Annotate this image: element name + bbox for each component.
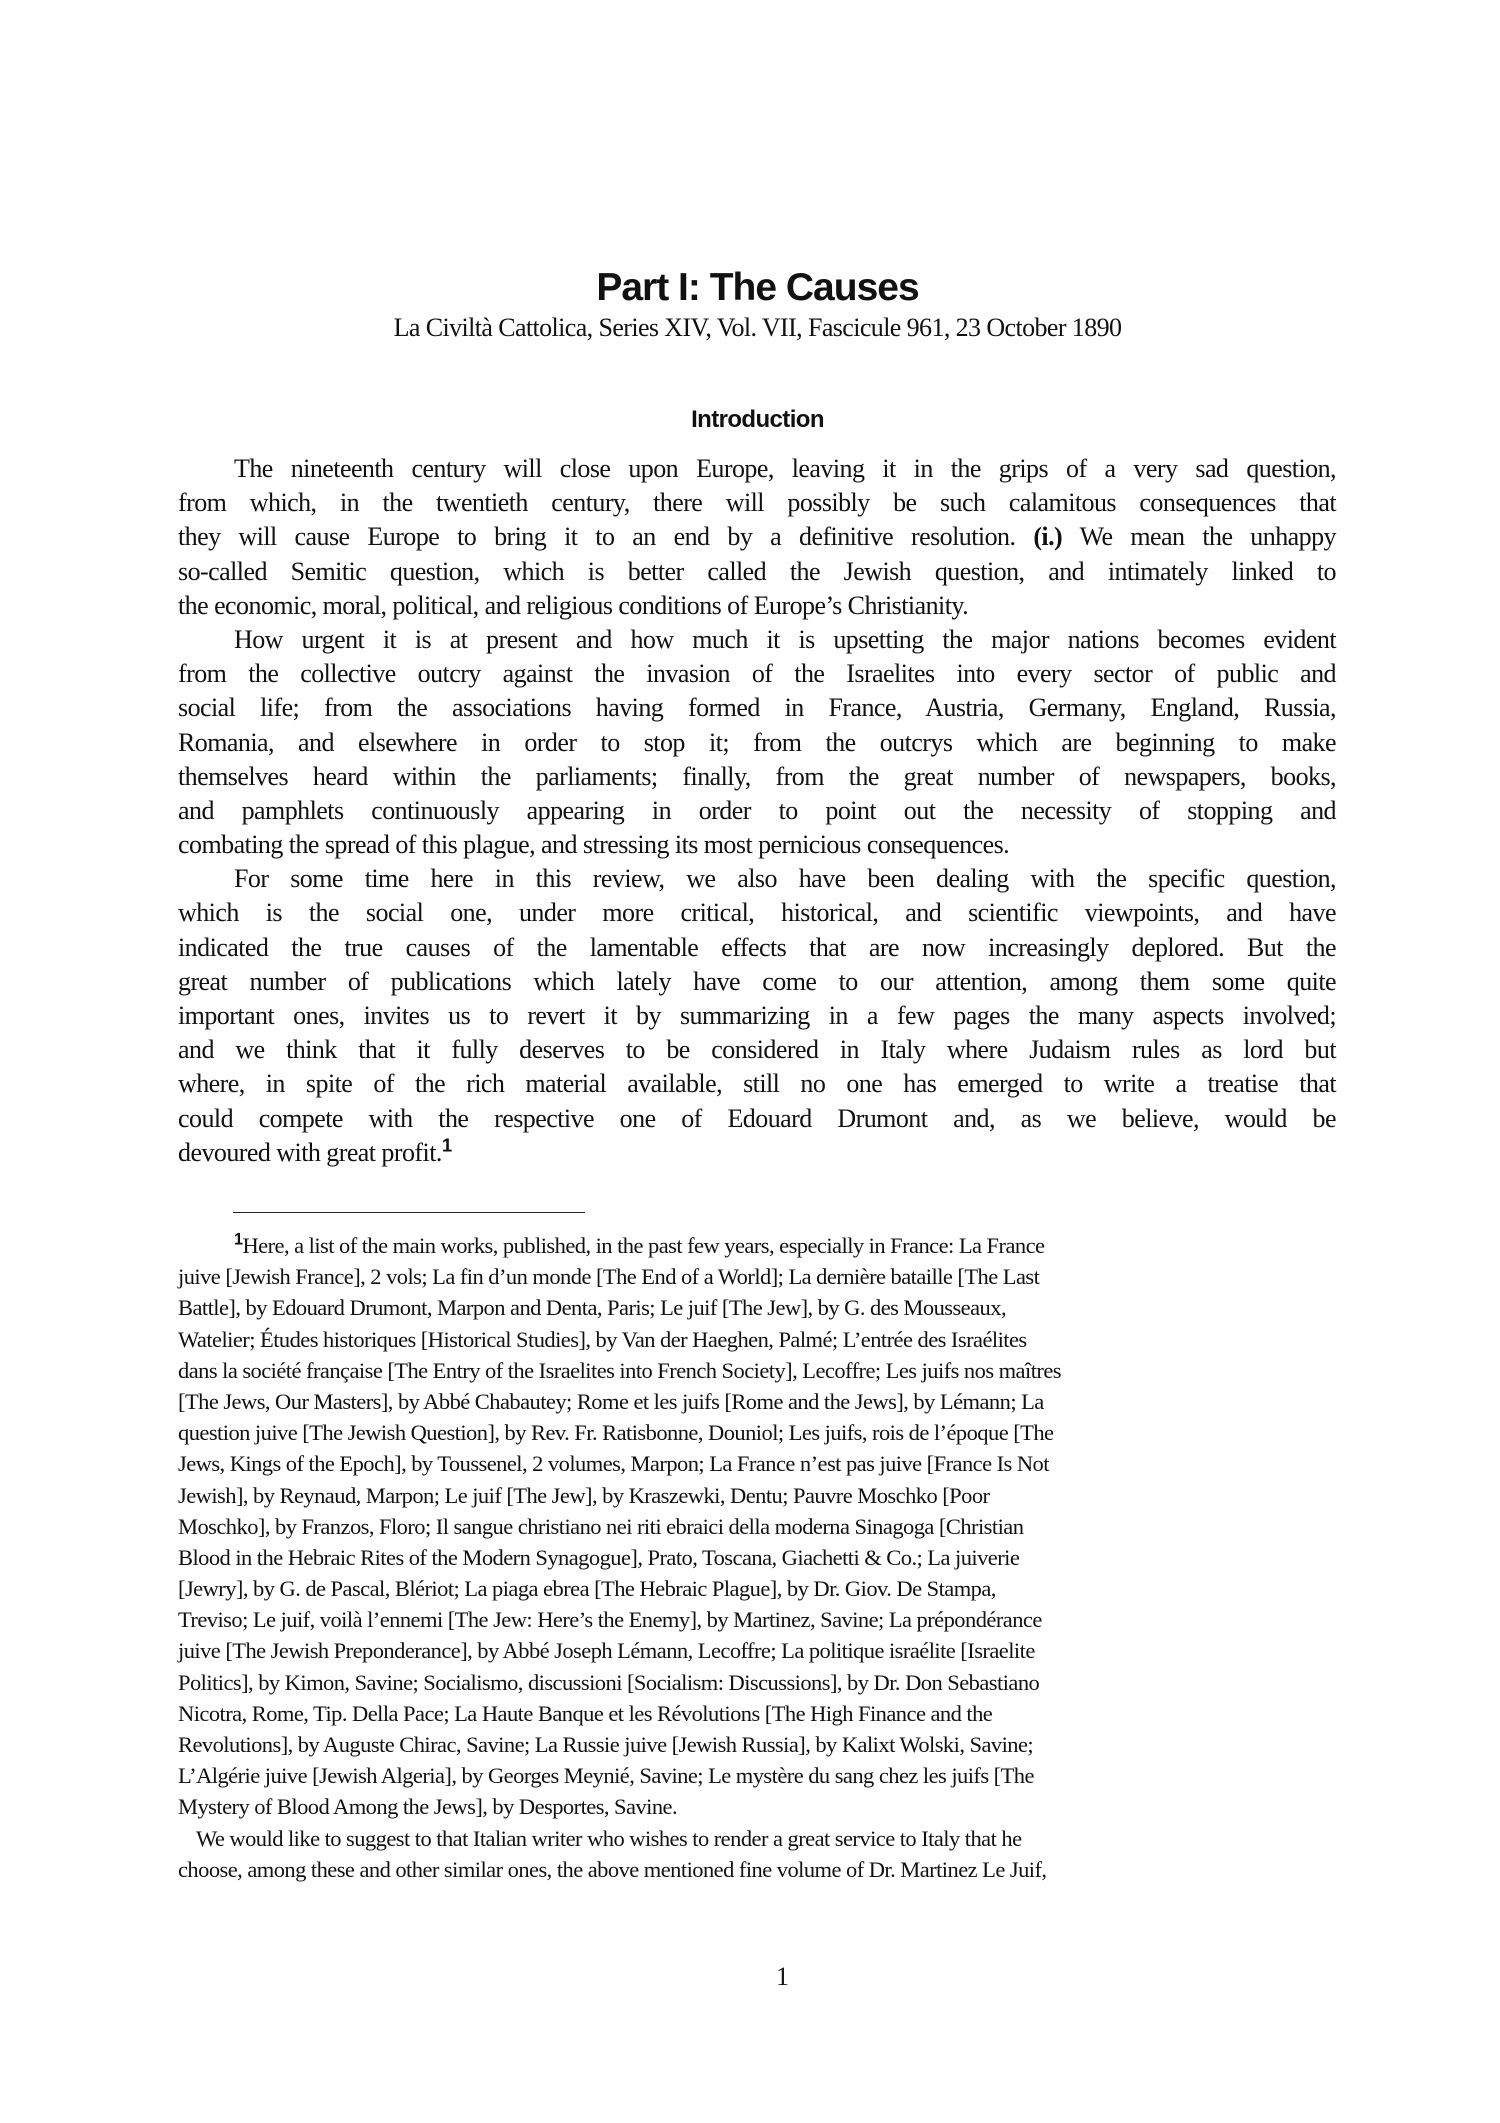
- text-line: and pamphlets continuously appearing in order to point out the necessity of stopping and: [178, 795, 1336, 825]
- footnote-line: [178, 1760, 1338, 1791]
- footnote-line: [178, 1667, 1338, 1698]
- footnote-line: [178, 1511, 1338, 1542]
- paragraph: [178, 623, 1336, 862]
- footnote-line: [178, 1448, 1338, 1479]
- text-line: combating the spread of this plague, and stressing its most pernicious consequences.: [178, 830, 1010, 860]
- footnote-line: [178, 1292, 1338, 1323]
- footnote-text: juive [The Jewish Preponderance], by Abbé Joseph Lémann, Lecoffre; La politique israélite [Israelite: [178, 1638, 1035, 1664]
- footnote-text: Moschko], by Franzos, Floro; Il sangue christiano nei riti ebraici della moderna Sinagoga [Christian: [178, 1513, 1024, 1539]
- bold-reference: (i.): [1033, 522, 1063, 552]
- footnote-marker: 1: [234, 1230, 243, 1249]
- text-segment: devoured with great profit.: [178, 1137, 442, 1167]
- footnote-text: Blood in the Hebraic Rites of the Modern Synagogue], Prato, Toscana, Giachetti & Co.; La juiverie: [178, 1544, 1020, 1570]
- page-number: 1: [776, 1962, 789, 1991]
- footnote-text: juive [Jewish France], 2 vols; La fin d’un monde [The End of a World]; La dernière bataille [The Last: [178, 1264, 1040, 1290]
- text-line: great number of publications which lately have come to our attention, among them some quite: [178, 966, 1336, 996]
- footnote-line: [178, 1324, 1338, 1355]
- text-line: from the collective outcry against the invasion of the Israelites into every sector of public and: [178, 659, 1336, 689]
- footnote-separator: [233, 1212, 585, 1213]
- footnote-text: Battle], by Edouard Drumont, Marpon and Denta, Paris; Le juif [The Jew], by G. des Mousseaux,: [178, 1295, 1007, 1321]
- footnote-text: Jews, Kings of the Epoch], by Toussenel, 2 volumes, Marpon; La France n’est pas juive [France Is Not: [178, 1451, 1049, 1477]
- footnote-text: Nicotra, Rome, Tip. Della Pace; La Haute Banque et les Révolutions [The High Finance and the: [178, 1700, 993, 1726]
- text-line: themselves heard within the parliaments; finally, from the great number of newspapers, books,: [178, 761, 1336, 791]
- page-subtitle: La Civiltà Cattolica, Series XIV, Vol. VII, Fascicule 961, 23 October 1890: [393, 313, 1122, 342]
- text-line: from which, in the twentieth century, there will possibly be such calamitous consequences that: [178, 488, 1336, 518]
- text-line: and we think that it fully deserves to be considered in Italy where Judaism rules as lord but: [178, 1035, 1336, 1065]
- text-line: so-called Semitic question, which is better called the Jewish question, and intimately linked to: [178, 556, 1336, 586]
- paragraph: [178, 862, 1336, 1170]
- footnote-text: Treviso; Le juif, voilà l’ennemi [The Jew: Here’s the Enemy], by Martinez, Savine; La prépondérance: [178, 1607, 1042, 1633]
- footnote-text: [The Jews, Our Masters], by Abbé Chabautey; Rome et les juifs [Rome and the Jews], by Lémann; La: [178, 1388, 1044, 1414]
- footnote-text: Jewish], by Reynaud, Marpon; Le juif [The Jew], by Kraszewki, Dentu; Pauvre Moschko [Poor: [178, 1482, 990, 1508]
- text-segment: We mean the unhappy: [1062, 522, 1336, 552]
- text-line: social life; from the associations having formed in France, Austria, Germany, England, Russia,: [178, 693, 1336, 723]
- text-segment: they will cause Europe to bring it to an end by a definitive resolution.: [178, 522, 1034, 552]
- text-line: important ones, invites us to revert it by summarizing in a few pages the many aspects involved;: [178, 1001, 1336, 1030]
- footnote-text: question juive [The Jewish Question], by Rev. Fr. Ratisbonne, Douniol; Les juifs, rois de l’époque [The: [178, 1420, 1054, 1446]
- footnote-text: Watelier; Études historiques [Historical Studies], by Van der Haeghen, Palmé; L’entrée des Israélites: [178, 1326, 1027, 1352]
- footnote-reference: 1: [441, 1134, 452, 1156]
- footnote-text: [Jewry], by G. de Pascal, Blériot; La piaga ebrea [The Hebraic Plague], by Dr. Giov. De Stampa,: [178, 1576, 996, 1602]
- footnote-text: Mystery of Blood Among the Jews], by Desportes, Savine.: [178, 1794, 678, 1820]
- footnote-line: [178, 1480, 1338, 1511]
- footnote-line: [178, 1604, 1338, 1635]
- footnote-line: [178, 1542, 1338, 1573]
- text-line: where, in spite of the rich material available, still no one has emerged to write a treatise that: [178, 1069, 1336, 1099]
- footnote-line: choose, among these and other similar ones, the above mentioned fine volume of Dr. Martinez Le Juif,: [178, 1856, 1047, 1882]
- text-line: which is the social one, under more critical, historical, and scientific viewpoints, and have: [178, 898, 1336, 928]
- text-line: For some time here in this review, we also have been dealing with the specific question,: [234, 864, 1336, 894]
- paragraph: [178, 452, 1336, 623]
- footnote-line: [178, 1261, 1338, 1292]
- footnote-line: [178, 1791, 1338, 1822]
- text-line: the economic, moral, political, and religious conditions of Europe’s Christianity.: [178, 590, 969, 620]
- footnotes: [178, 1230, 1338, 1885]
- footnote-line: [178, 1729, 1338, 1760]
- footnote-text: Here, a list of the main works, published, in the past few years, especially in France: La France: [242, 1233, 1045, 1258]
- text-line: indicated the true causes of the lamentable effects that are now increasingly deplored. But the: [178, 932, 1336, 962]
- footnote-line: [178, 1417, 1338, 1448]
- footnote-line: [178, 1635, 1338, 1666]
- text-line: The nineteenth century will close upon Europe, leaving it in the grips of a very sad question,: [234, 454, 1336, 483]
- footnote-line: [178, 1355, 1338, 1386]
- footnote-line: [178, 1698, 1338, 1729]
- footnote-line: We would like to suggest to that Italian writer who wishes to render a great service to Italy that he: [196, 1825, 1022, 1851]
- section-heading: Introduction: [691, 406, 824, 433]
- page-title: Part I: The Causes: [596, 266, 919, 309]
- footnote-line: [178, 1573, 1338, 1604]
- text-line: Romania, and elsewhere in order to stop it; from the outcrys which are beginning to make: [178, 727, 1336, 757]
- text-line: [178, 1136, 1336, 1170]
- footnote-text: dans la société française [The Entry of the Israelites into French Society], Lecoffre; Les juifs nos maîtres: [178, 1357, 1061, 1383]
- footnote-text: Revolutions], by Auguste Chirac, Savine; La Russie juive [Jewish Russia], by Kalixt Wolski, Savine;: [178, 1732, 1034, 1757]
- footnote-line: [178, 1386, 1338, 1417]
- footnote-text: L’Algérie juive [Jewish Algeria], by Georges Meynié, Savine; Le mystère du sang chez les juifs [The: [178, 1763, 1034, 1789]
- text-line: could compete with the respective one of Edouard Drumont and, as we believe, would be: [178, 1103, 1336, 1133]
- footnote-line: [178, 1230, 1338, 1261]
- footnote-text: Politics], by Kimon, Savine; Socialismo, discussioni [Socialism: Discussions], by Dr. Don Sebastiano: [178, 1669, 1040, 1695]
- body-text: [178, 452, 1336, 1170]
- text-line: How urgent it is at present and how much it is upsetting the major nations becomes evident: [234, 624, 1336, 654]
- text-line: [178, 520, 1336, 554]
